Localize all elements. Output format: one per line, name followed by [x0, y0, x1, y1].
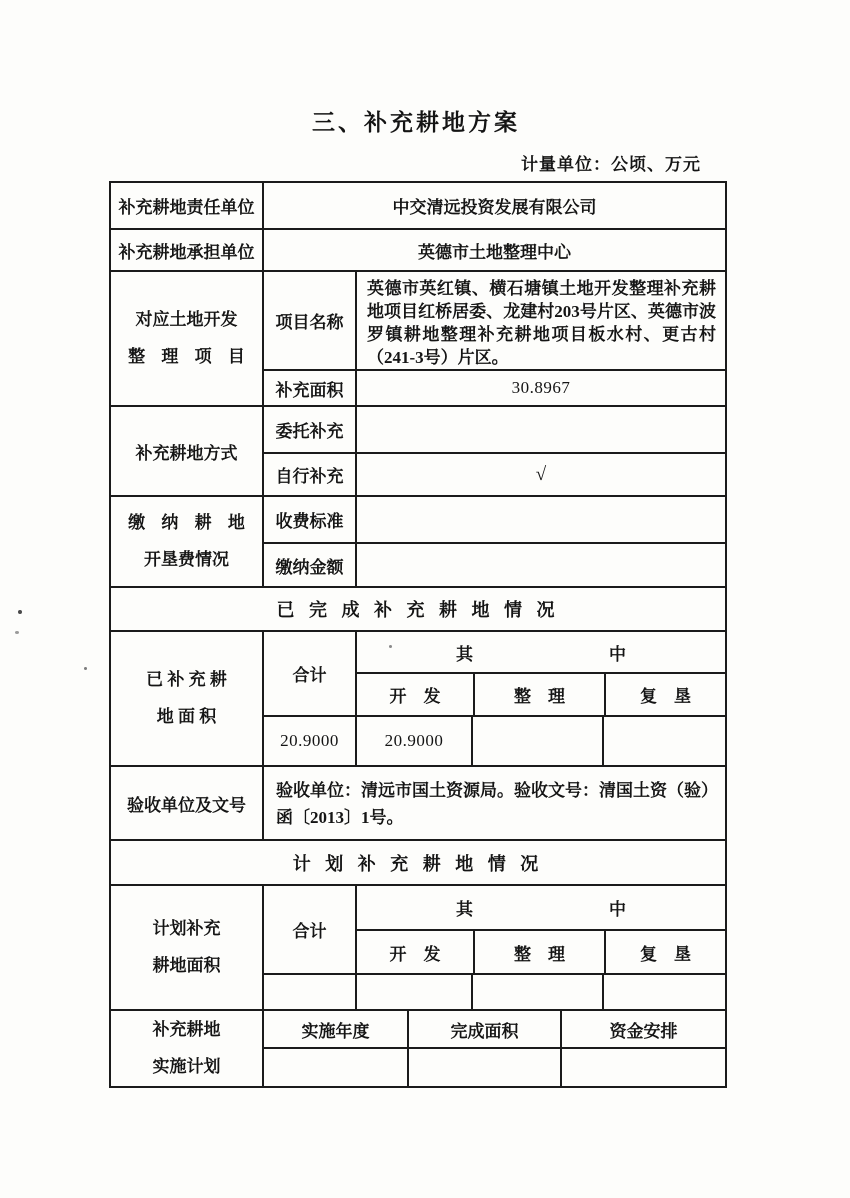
row-implementation-values [264, 1047, 725, 1086]
page-title: 三、补充耕地方案 [312, 110, 520, 135]
method-label: 补充耕地方式 [135, 443, 238, 463]
row-entrust [264, 407, 725, 452]
completed-reclaim-value [602, 717, 725, 765]
responsible-unit-value: 中交清远投资发展有限公司 [262, 183, 725, 228]
implementation-label: 补充耕地 实施计划 [152, 1019, 221, 1076]
row-among-subheads [357, 672, 725, 715]
fee-amount-value [355, 544, 725, 586]
supplement-area-label: 补充面积 [275, 380, 344, 400]
planned-header-block [264, 886, 725, 973]
row-planned-values [264, 973, 725, 1009]
band-completed [111, 630, 725, 765]
row-planned-among-header [357, 886, 725, 929]
scan-speck [84, 667, 87, 670]
row-supplement-area [264, 369, 725, 405]
row-self-supplement [264, 452, 725, 495]
planned-area-label: 计划补充 耕地面积 [152, 918, 221, 975]
row-fee-standard [264, 497, 725, 542]
completed-develop-value: 20.9000 [355, 717, 471, 765]
undertaking-unit-value: 英德市土地整理中心 [262, 230, 725, 270]
completed-total-label: 合计 [292, 666, 327, 685]
measurement-unit-note: 计量单位：公顷、万元 [521, 155, 701, 174]
planned-section-title: 计 划 补 充 耕 地 情 况 [292, 853, 544, 874]
row-among-header [357, 632, 725, 672]
undertaking-unit-label: 补充耕地承担单位 [118, 242, 255, 262]
entrust-label: 委托补充 [275, 422, 344, 441]
band-implementation [111, 1009, 725, 1086]
fee-label: 缴 纳 耕 地 开垦费情况 [128, 512, 251, 569]
project-name-value: 英德市英红镇、横石塘镇土地开发整理补充耕地项目红桥居委、龙建村203号片区、英德市波罗镇耕地整理补充耕地项目板水村、更古村（241-3号）片区。 [355, 272, 725, 369]
fee-amount-label: 缴纳金额 [275, 557, 344, 577]
project-label: 对应土地开发 整 理 项 目 [128, 309, 251, 366]
planned-consolidate-label: 整 理 [473, 931, 604, 973]
implementation-area-label: 完成面积 [407, 1011, 560, 1047]
row-undertaking-unit [111, 228, 725, 270]
entrust-value [355, 407, 725, 452]
planned-develop-label: 开 发 [389, 944, 441, 964]
row-project-name [264, 272, 725, 369]
completed-consolidate-value [471, 717, 602, 765]
scan-speck [18, 610, 22, 614]
implementation-fund-value [560, 1049, 725, 1086]
planned-total-value [264, 975, 355, 1009]
acceptance-value: 验收单位：清远市国土资源局。验收文号：清国土资（验）函〔2013〕1号。 [262, 767, 725, 839]
completed-develop-label: 开 发 [389, 687, 441, 706]
band-method [111, 405, 725, 495]
row-implementation-headers [264, 1011, 725, 1047]
scan-speck [389, 645, 392, 648]
fee-standard-label: 收费标准 [275, 512, 344, 531]
row-planned-among-subheads [357, 929, 725, 973]
planned-develop-value [355, 975, 471, 1009]
planned-reclaim-value [602, 975, 725, 1009]
fee-standard-value [355, 497, 725, 542]
completed-section-title: 已 完 成 补 充 耕 地 情 况 [276, 600, 560, 620]
completed-header-block [264, 632, 725, 715]
supplement-area-value: 30.8967 [355, 371, 725, 405]
project-name-label: 项目名称 [275, 313, 344, 332]
row-planned-header [111, 839, 725, 884]
planned-consolidate-value [471, 975, 602, 1009]
implementation-year-label: 实施年度 [301, 1021, 370, 1041]
row-completed-header [111, 586, 725, 630]
self-supplement-label: 自行补充 [275, 467, 344, 486]
completed-reclaim-label: 复 垦 [604, 674, 725, 715]
band-planned [111, 884, 725, 1009]
scan-speck [15, 631, 19, 634]
band-fee [111, 495, 725, 586]
completed-area-label: 已 补 充 耕 地 面 积 [146, 669, 227, 726]
completed-consolidate-label: 整 理 [473, 674, 604, 715]
completed-total-value: 20.9000 [280, 731, 339, 750]
planned-among-header: 其 中 [456, 900, 626, 919]
row-responsible-unit [111, 183, 725, 228]
planned-reclaim-label: 复 垦 [604, 931, 725, 973]
implementation-year-value [264, 1049, 407, 1086]
implementation-area-value [407, 1049, 560, 1086]
row-fee-amount [264, 542, 725, 586]
among-header: 其 中 [456, 644, 626, 664]
supplement-farmland-table [109, 181, 727, 1088]
acceptance-label: 验收单位及文号 [127, 795, 246, 815]
self-supplement-checkmark: √ [355, 454, 725, 495]
row-completed-values [264, 715, 725, 765]
implementation-fund-label: 资金安排 [560, 1011, 725, 1047]
band-project [111, 270, 725, 405]
planned-total-label: 合计 [292, 922, 327, 941]
responsible-unit-label: 补充耕地责任单位 [118, 198, 255, 217]
row-acceptance [111, 765, 725, 839]
